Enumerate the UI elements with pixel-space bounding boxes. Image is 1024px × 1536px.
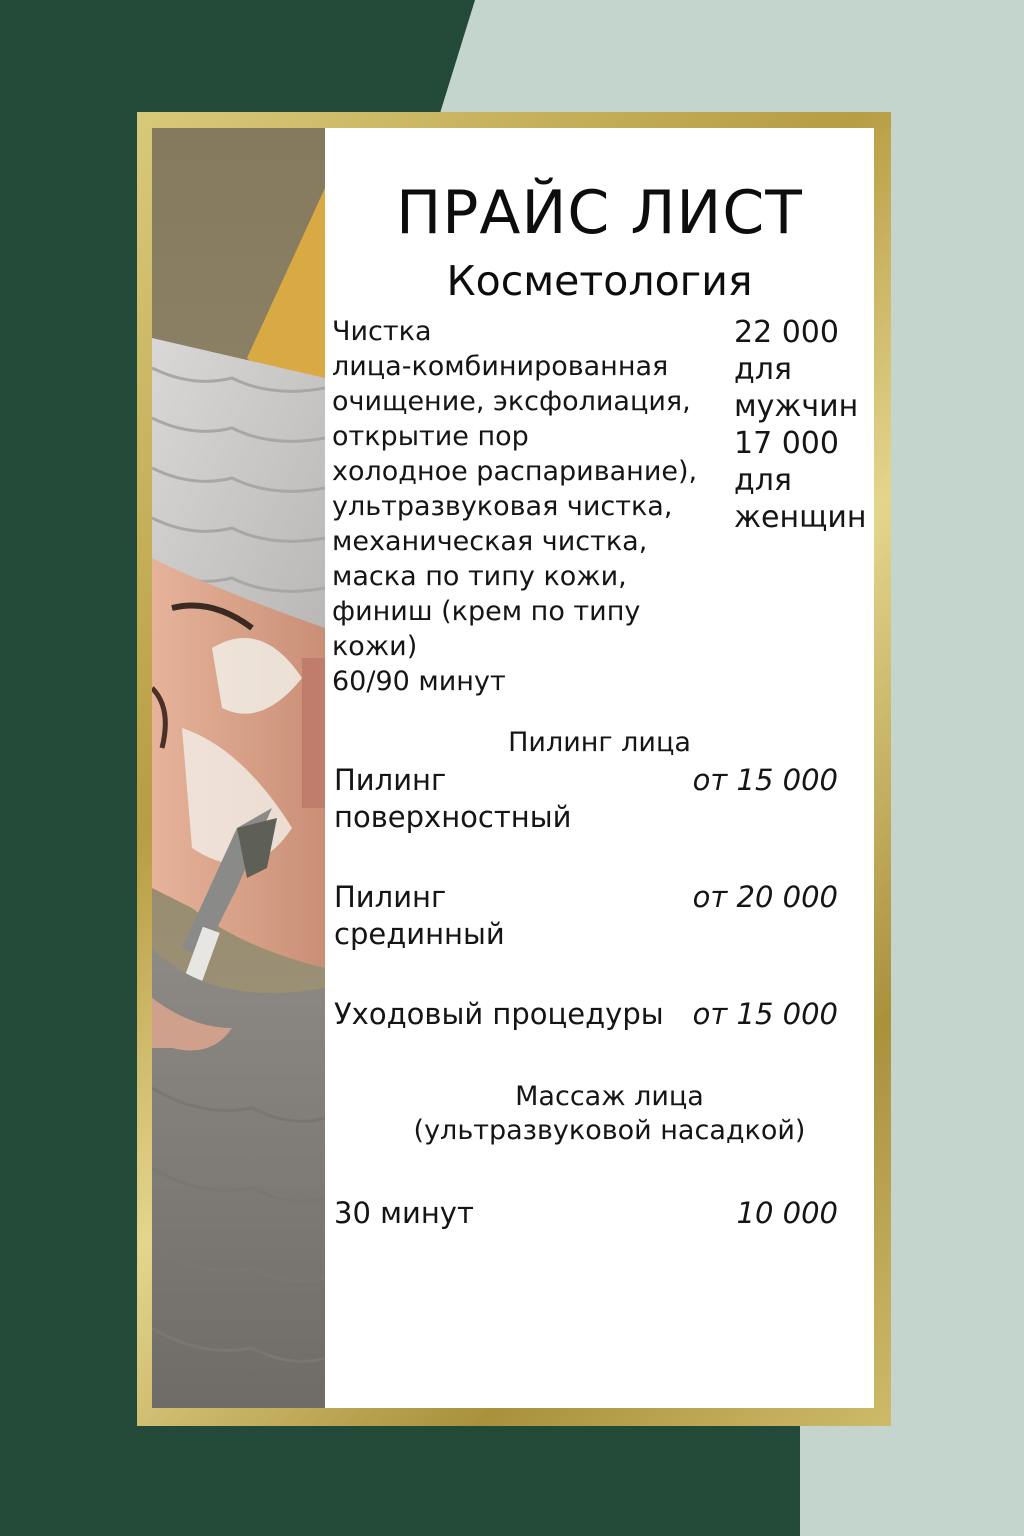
peeling-item-name: Пилинг срединный [334, 880, 505, 951]
price-list-content [325, 128, 874, 1408]
main-service-price: 22 000 для мужчин 17 000 для женщин [734, 315, 867, 535]
massage-heading: Массаж лица (ультразвуковой насадкой) [413, 1081, 806, 1146]
price-card [152, 128, 874, 1408]
page-subtitle: Косметология [446, 257, 753, 305]
page-title: ПРАЙС ЛИСТ [396, 178, 803, 248]
peeling-item-price: от 15 000 [692, 763, 838, 797]
peeling-item-price: от 15 000 [692, 997, 838, 1031]
main-service-description: Чистка лица-комбинированная очищение, эксфолиация, открытие пор холодное распаривание), ультразвуковая чистка, механическая чистка, маска по типу кожи, финиш (крем по типу кожи) 60/90 минут [332, 316, 698, 697]
peeling-item-name: Уходовый процедуры [334, 997, 664, 1031]
massage-item-price: 10 000 [736, 1196, 838, 1230]
massage-item-name: 30 минут [334, 1196, 474, 1230]
peeling-item-price: от 20 000 [692, 880, 838, 914]
peeling-item-name: Пилинг поверхностный [334, 763, 572, 834]
facial-treatment-photo [152, 128, 325, 1408]
peeling-heading: Пилинг лица [508, 727, 691, 758]
